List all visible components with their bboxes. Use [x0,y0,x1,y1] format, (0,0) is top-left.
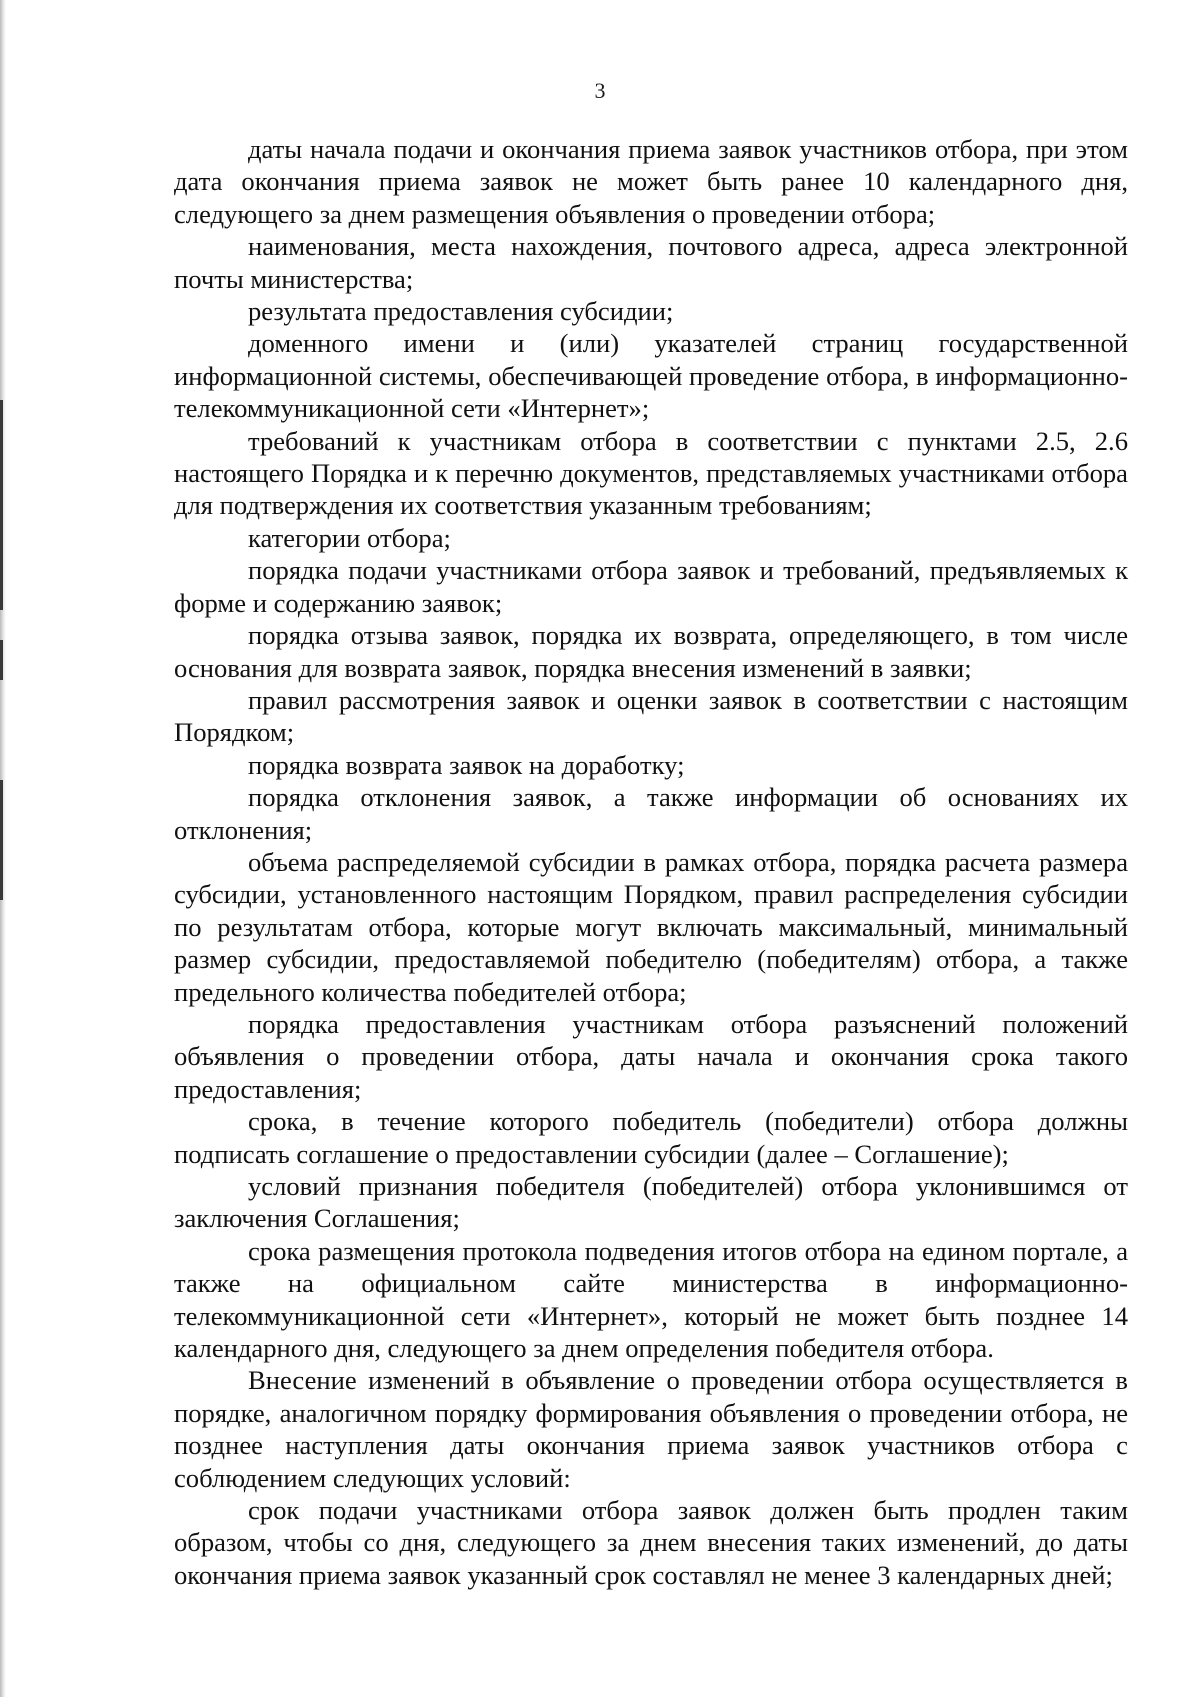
paragraph-rejection-procedure: порядка отклонения заявок, а также информации об основаниях их отклонения; [174,782,1128,845]
paragraph-clarifications: порядка предоставления участникам отбора разъяснений положений объявления о проведении отбора, даты начала и окончания срока такого предоставления; [174,1008,1128,1104]
paragraph-protocol-publication: срока размещения протокола подведения итогов отбора на едином портале, а также на официальном сайте министерства в информационно-телекоммуникационной сети «Интернет», который не может быть позднее 14 календарного дня, следующего за днем определения победителя отбора. [174,1235,1128,1364]
page-number: 3 [594,78,606,103]
paragraph-subsidy-result: результата предоставления субсидии; [248,296,674,327]
paragraph-review-rules: правил рассмотрения заявок и оценки заявок в соответствии с настоящим Порядком; [174,684,1128,748]
paragraph-domain-name: доменного имени и (или) указателей страниц государственной информационной системы, обеспечивающей проведение отбора, в информационно-телекоммуникационной сети «Интернет»; [174,328,1128,424]
scan-mark [0,640,3,680]
paragraph-amendments: Внесение изменений в объявление о проведении отбора осуществляется в порядке, аналогичном порядку формирования объявления о проведении отбора, не позднее наступления даты окончания приема заявок участников отбора с соблюдением следующих условий: [174,1365,1128,1493]
scan-mark [0,400,3,610]
paragraph-selection-category: категории отбора; [248,522,451,553]
paragraph-evasion-conditions: условий признания победителя (победителей) отбора уклонившимся от заключения Соглашения; [174,1171,1128,1234]
paragraph-agreement-deadline: срока, в течение которого победитель (победители) отбора должны подписать соглашение о предоставлении субсидии (далее – Соглашение); [174,1106,1128,1169]
paragraph-withdrawal-procedure: порядка отзыва заявок, порядка их возврата, определяющего, в том числе основания для возврата заявок, порядка внесения изменений в заявки; [174,620,1128,683]
paragraph-submission-procedure: порядка подачи участниками отбора заявок и требований, предъявляемых к форме и содержанию заявок; [174,555,1128,618]
paragraph-return-for-revision: порядка возврата заявок на доработку; [248,749,685,780]
paragraph-ministry-address: наименования, места нахождения, почтового адреса, адреса электронной почты министерства; [174,231,1128,294]
paragraph-deadline-extension: срок подачи участниками отбора заявок должен быть продлен таким образом, чтобы со дня, следующего за днем внесения таких изменений, до даты окончания приема заявок указанный срок составлял не менее 3 календарных дней; [174,1495,1128,1590]
paragraph-participant-requirements: требований к участникам отбора в соответствии с пунктами 2.5, 2.6 настоящего Порядка и к перечню документов, представляемых участниками отбора для подтверждения их соответствия указанным требованиям; [174,425,1128,521]
paragraph-subsidy-volume: объема распределяемой субсидии в рамках отбора, порядка расчета размера субсидии, установленного настоящим Порядком, правил распределения субсидии по результатам отбора, которые могут включать максимальный, минимальный размер субсидии, предоставляемой победителю (победителям) отбора, а также предельного количества победителей отбора; [174,846,1128,1007]
scan-mark [0,780,3,900]
document-body [174,133,1128,1591]
paragraph-submission-dates: даты начала подачи и окончания приема заявок участников отбора, при этом дата окончания приема заявок не может быть ранее 10 календарного дня, следующего за днем размещения объявления о проведении отбора; [174,134,1128,229]
